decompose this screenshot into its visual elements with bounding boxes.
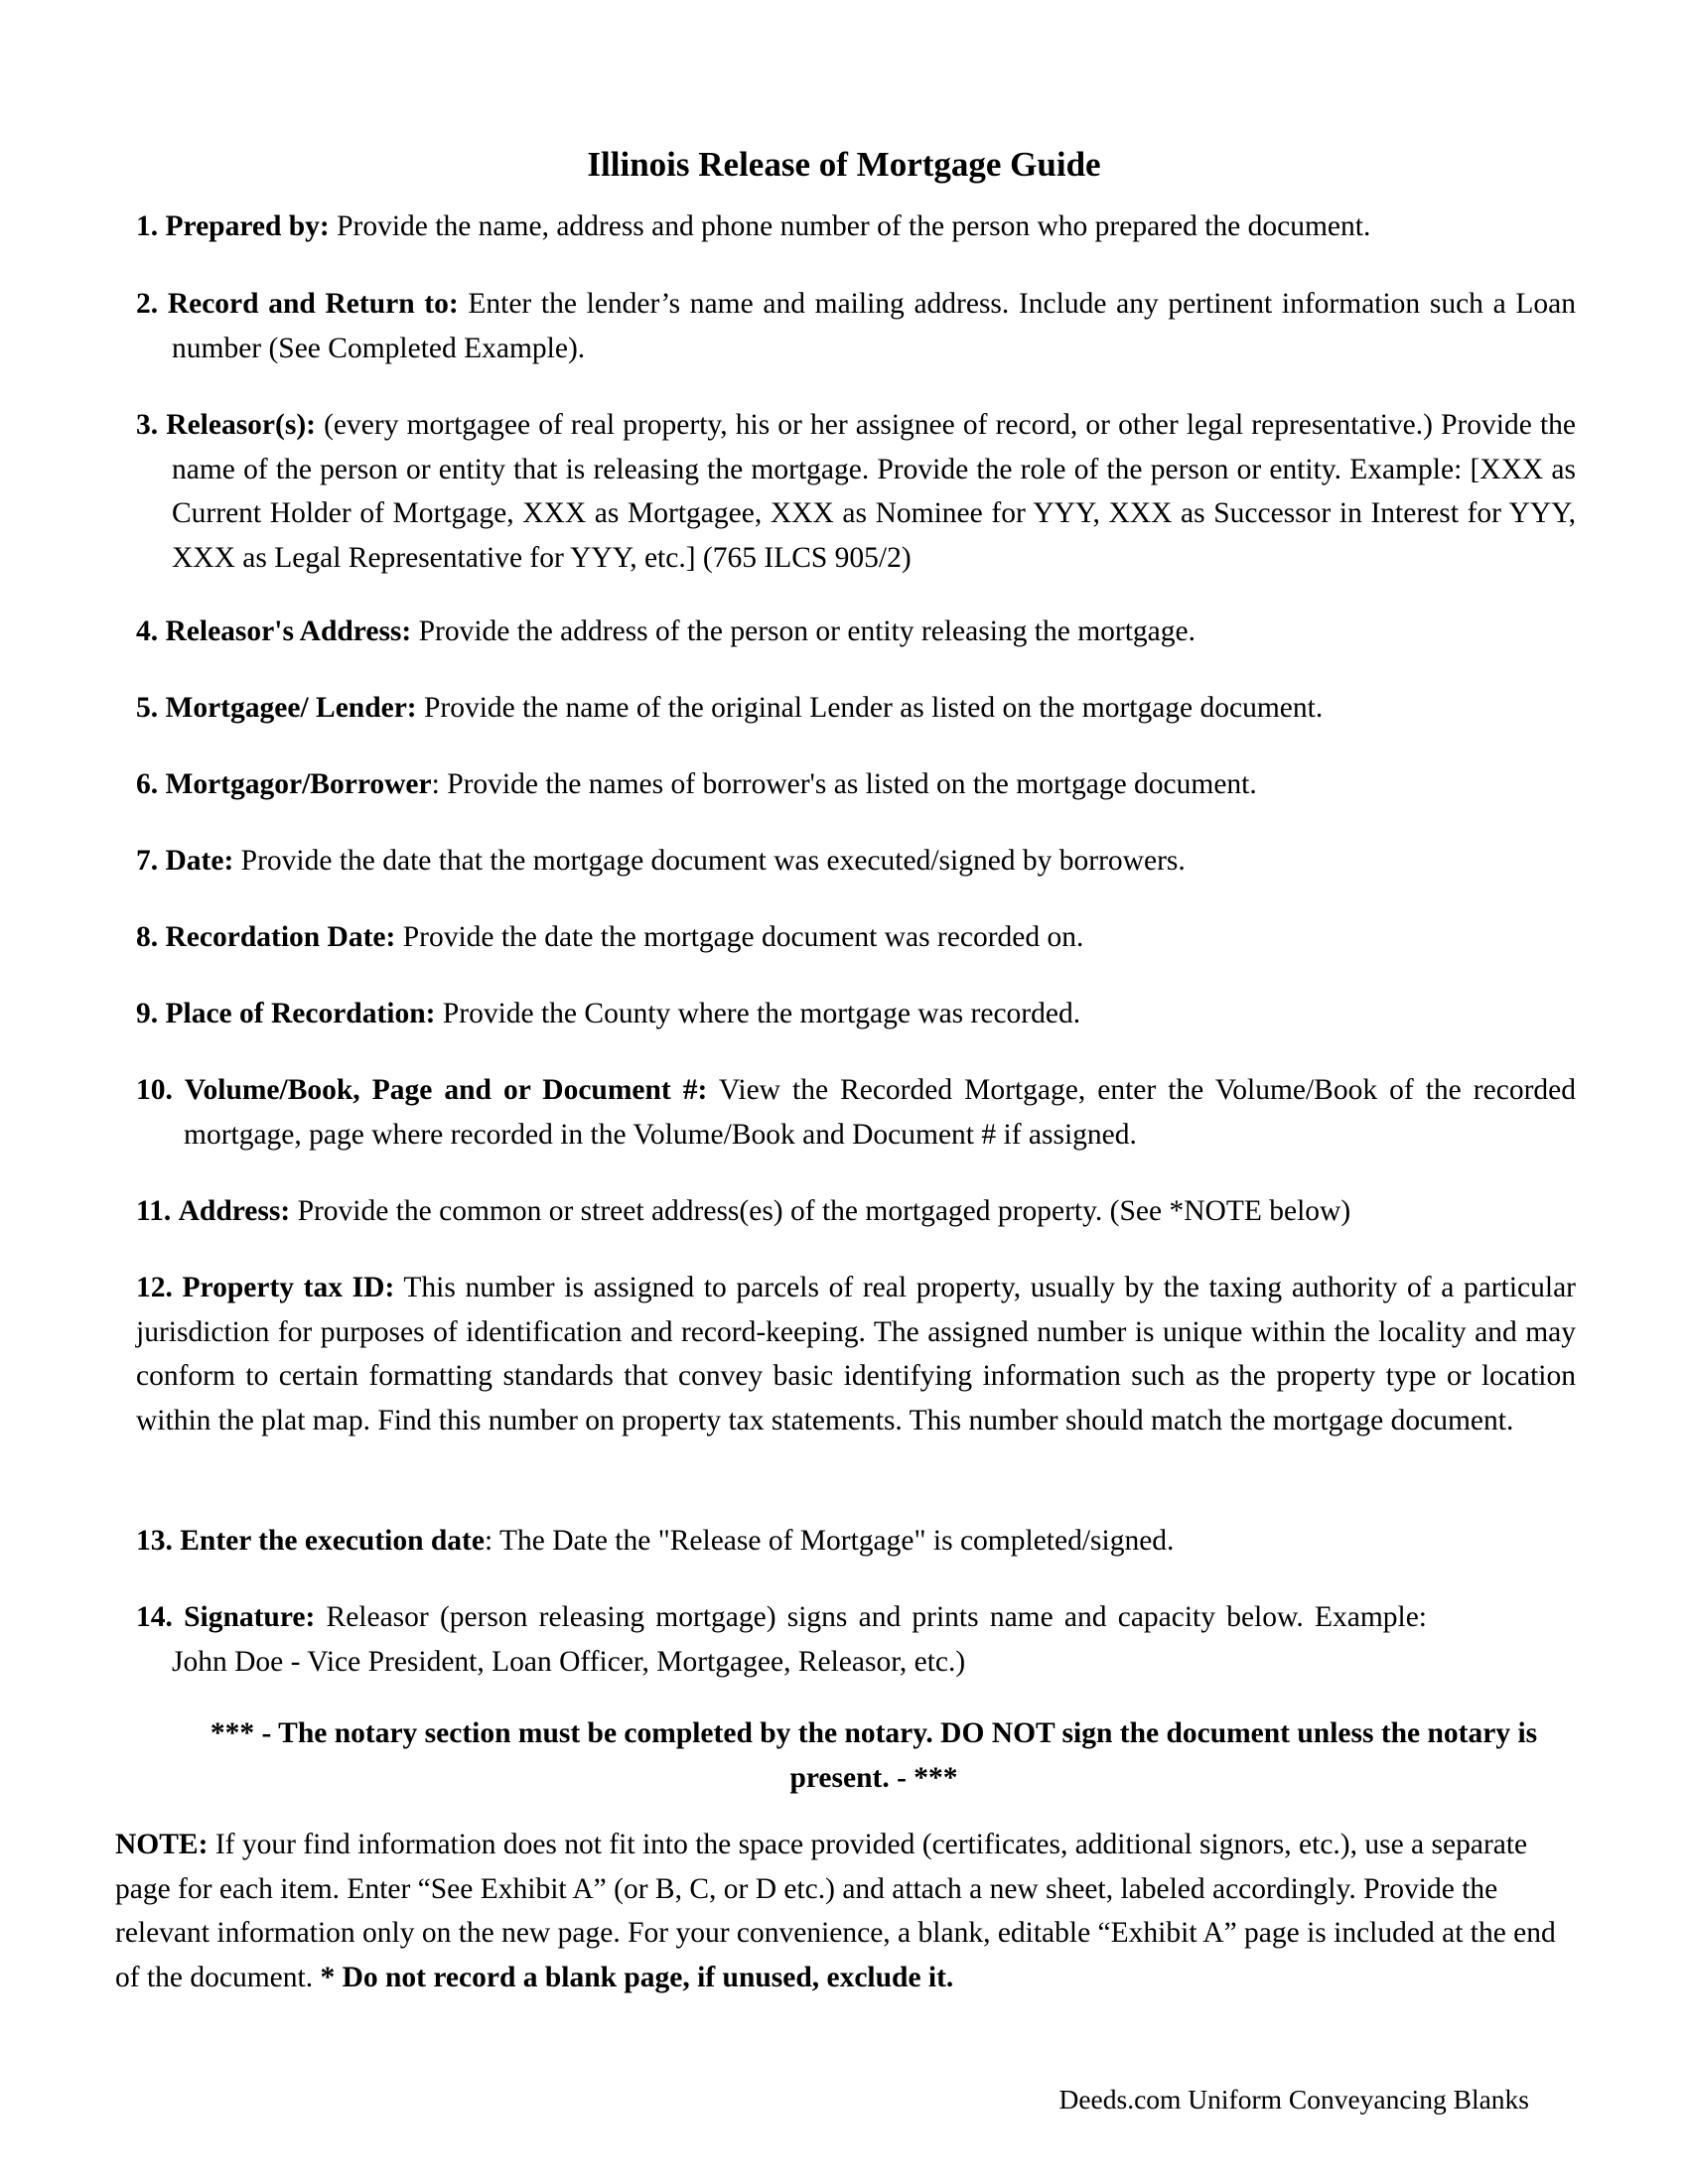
item-label: Record and Return to: xyxy=(167,288,459,320)
item-label: Date: xyxy=(165,845,234,877)
item-text: Provide the date the mortgage document was recorded on. xyxy=(395,921,1084,953)
item-number: 11. xyxy=(136,1195,172,1227)
item-text: Provide the date that the mortgage document was executed/signed by borrowers. xyxy=(233,845,1186,877)
item-text: View the Recorded Mortgage, enter the Volume/Book of the recorded mortgage, page where recorded in the Volume/Book and Document # if assigned. xyxy=(184,1074,1576,1151)
item-label: Enter the execution date xyxy=(180,1525,485,1557)
guide-item-9 xyxy=(136,992,1576,1036)
item-text: Provide the name of the original Lender as listed on the mortgage document. xyxy=(416,692,1324,724)
item-number: 1. xyxy=(136,210,159,242)
item-number: 14. xyxy=(136,1601,173,1633)
guide-item-13 xyxy=(136,1519,1576,1564)
item-label: Mortgagee/ Lender: xyxy=(165,692,417,724)
item-text: Provide the address of the person or entity releasing the mortgage. xyxy=(411,615,1196,647)
item-text: : Provide the names of borrower's as listed on the mortgage document. xyxy=(431,768,1257,800)
item-label: Prepared by: xyxy=(165,210,330,242)
item-label: Releasor's Address: xyxy=(165,615,412,647)
item-text: Enter the lender’s name and mailing address. Include any pertinent information such a Loan number (See Completed Example). xyxy=(172,288,1576,364)
item-label: Releasor(s): xyxy=(166,409,316,441)
item-number: 13. xyxy=(136,1525,173,1557)
item-label: Recordation Date: xyxy=(165,921,396,953)
guide-item-7 xyxy=(136,839,1576,884)
item-number: 2. xyxy=(136,288,159,320)
note-paragraph xyxy=(115,1823,1573,1999)
guide-item-3 xyxy=(136,403,1576,580)
item-text: Provide the common or street address(es) of the mortgaged property. (See *NOTE below) xyxy=(290,1195,1351,1227)
item-number: 9. xyxy=(136,998,159,1029)
item-text: Releasor (person releasing mortgage) signs and prints name and capacity below. Example: John Doe - Vice President, Loan Officer, Mortgagee, Releasor, etc.) xyxy=(172,1601,1428,1678)
item-label: Address: xyxy=(178,1195,291,1227)
guide-item-6 xyxy=(136,762,1576,807)
item-number: 3. xyxy=(136,409,159,441)
note-emphasis: * Do not record a blank page, if unused, exclude it. xyxy=(320,1961,954,1993)
guide-item-8 xyxy=(136,915,1576,960)
guide-item-12 xyxy=(136,1266,1576,1442)
guide-item-14 xyxy=(136,1595,1427,1684)
guide-item-5 xyxy=(136,686,1576,731)
page-title: Illinois Release of Mortgage Guide xyxy=(587,145,1101,184)
item-text: This number is assigned to parcels of real property, usually by the taxing authority of a particular jurisdiction for purposes of identification and record-keeping. The assigned number is unique within the locality and may conform to certain formatting standards that convey basic identifying information such as the property type or location within the plat map. Find this number on property tax statements. This number should match the mortgage document. xyxy=(136,1272,1576,1436)
note-label: NOTE: xyxy=(115,1829,209,1860)
item-text: Provide the name, address and phone number of the person who prepared the document. xyxy=(329,210,1371,242)
item-label: Place of Recordation: xyxy=(165,998,436,1029)
item-number: 7. xyxy=(136,845,159,877)
item-number: 6. xyxy=(136,768,159,800)
footer-brand: Deeds.com Uniform Conveyancing Blanks xyxy=(1058,2084,1529,2115)
item-label: Volume/Book, Page and or Document #: xyxy=(184,1074,708,1106)
item-number: 12. xyxy=(136,1272,173,1303)
guide-item-2 xyxy=(136,282,1576,370)
guide-item-10 xyxy=(136,1068,1576,1157)
item-number: 10. xyxy=(136,1074,173,1106)
note-text: If your find information does not fit into the space provided (certificates, additional signors, etc.), use a separate page for each item. Enter “See Exhibit A” (or B, C, or D etc.) and attach a new sheet, labeled accordingly. Provide the relevant information only on the new page. For your convenience, a blank, editable “Exhibit A” page is included at the end of the document. xyxy=(115,1829,1556,1993)
item-text: Provide the County where the mortgage was recorded. xyxy=(435,998,1081,1029)
item-label: Mortgagor/Borrower xyxy=(165,768,432,800)
guide-item-4 xyxy=(136,610,1576,654)
item-number: 4. xyxy=(136,615,159,647)
item-label: Property tax ID: xyxy=(182,1272,395,1303)
notary-warning xyxy=(179,1711,1569,1800)
notary-text: The notary section must be completed by the notary. DO NOT sign the document unless the notary is present. - *** xyxy=(278,1717,1538,1794)
item-label: Signature: xyxy=(184,1601,316,1633)
guide-item-1 xyxy=(136,205,1576,249)
guide-item-11 xyxy=(136,1189,1576,1234)
item-number: 5. xyxy=(136,692,159,724)
item-number: 8. xyxy=(136,921,159,953)
notary-prefix: *** - xyxy=(210,1717,279,1749)
item-text: : The Date the "Release of Mortgage" is completed/signed. xyxy=(484,1525,1175,1557)
item-text: (every mortgagee of real property, his or her assignee of record, or other legal representative.) Provide the name of the person or entity that is releasing the mortgage. Provide the role of the person or entity. Example: [XXX as Current Holder of Mortgage, XXX as Mortgagee, XXX as Nominee for YYY, XXX as Successor in Interest for YYY, XXX as Legal Representative for YYY, etc.] (765 ILCS 905/2) xyxy=(172,409,1577,574)
